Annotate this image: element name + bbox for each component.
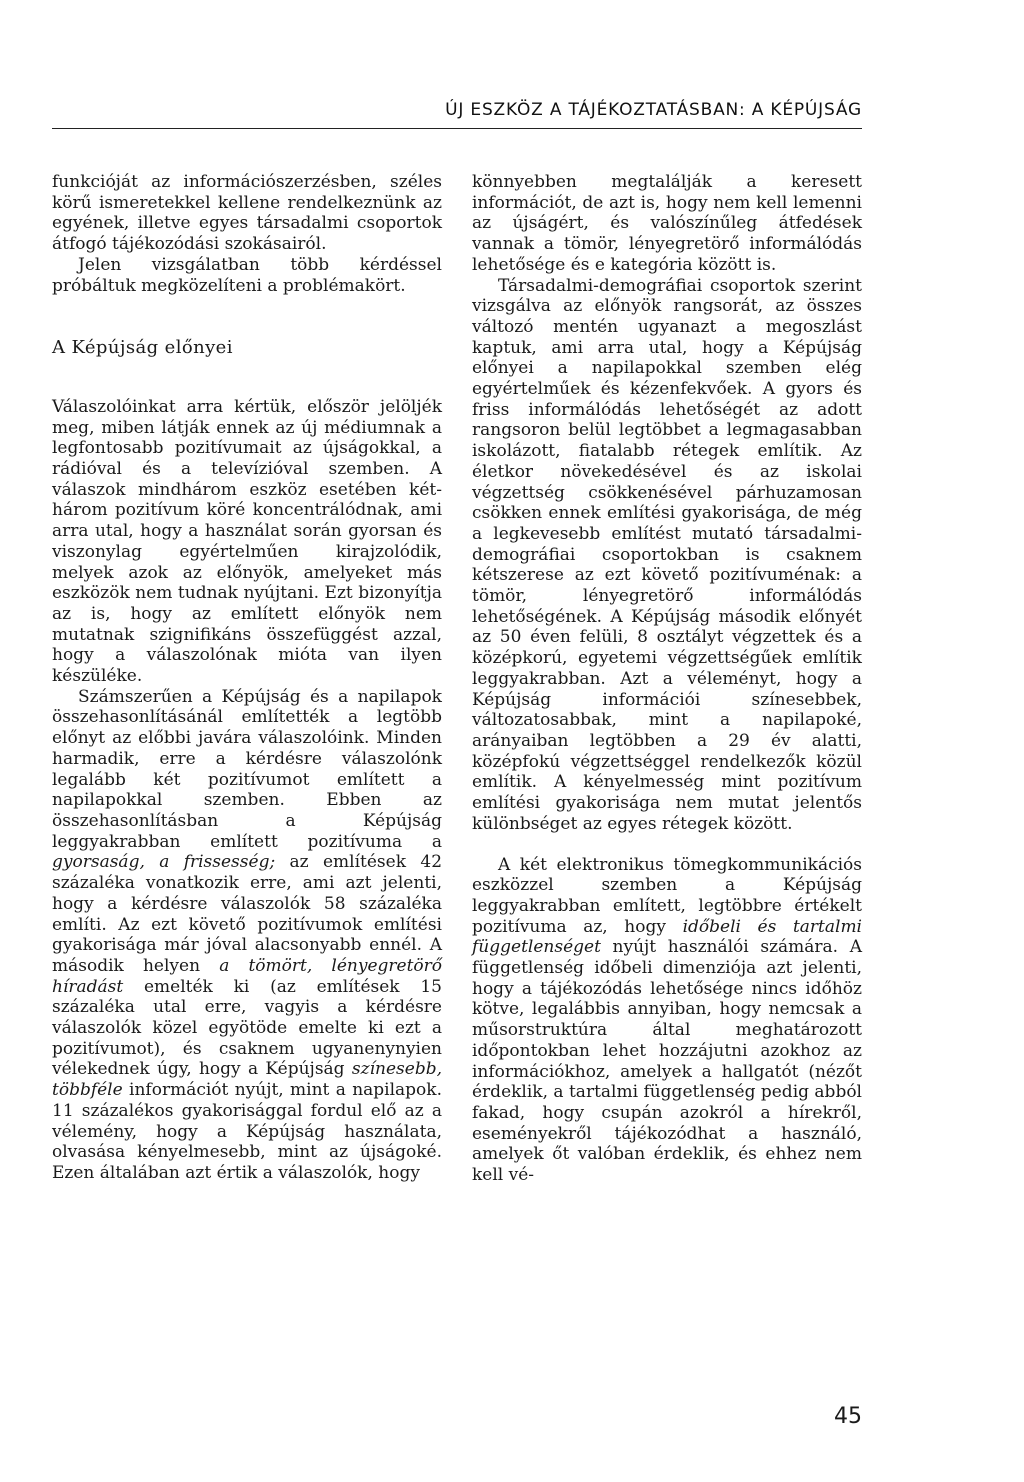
emphasis: időbeli és tartalmi függetlenséget (472, 916, 862, 958)
left-column (52, 172, 442, 1184)
text-run: Számszerűen a Képújság és a napilapok összehasonlításánál említették a legtöbb előnyt az előbbi javára válaszolóink. Minden harmadik, erre a kérdésre válaszolónk legalább két pozitívumot említett a napilapokkal szemben. Ebben az összehasonlításban a Képújság leggyakrabban említett pozitívuma a (52, 686, 442, 852)
paragraph: könnyebben megtalálják a keresett információt, de azt is, hogy nem kell lemenni az újságért, és valószínűleg átfedések vannak a tömör, lényegretörő informálódás lehetősége és e kategória között is. (472, 172, 862, 275)
emphasis: gyorsaság, a frissesség; (52, 852, 276, 873)
text-run: az említések 42 százaléka vonatkozik erre, ami azt jelenti, hogy a kérdésre válaszolók 58 százaléka említi. Az ezt követő pozitívumok említési gyakorisága már jóval alacsonyabb ennél. A második helyen (52, 852, 443, 976)
section-heading: A Képújság előnyei (52, 337, 233, 359)
paragraph: funkcióját az információszerzésben, széles körű ismeretekkel kellene rendelkeznünk az egyének, illetve egyes társadalmi csoportok átfogó tájékozódási szokásairól. (52, 172, 442, 255)
paragraph: Jelen vizsgálatban több kérdéssel próbáltuk megközelíteni a problémakört. (52, 254, 442, 296)
text-run: A két elektronikus tömegkommunikációs eszközzel szemben a Képújság leggyakrabban említett, legtöbbre értékelt pozitívuma az, hogy (472, 854, 862, 937)
emphasis: színesebb, többféle (52, 1059, 442, 1101)
paragraph (472, 855, 862, 1186)
paragraph: Társadalmi-demográfiai csoportok szerint vizsgálva az előnyök rangsorát, az összes változó mentén ugyanazt a megoszlást kaptuk, ami arra utal, hogy a Képújság előnyei a napilapokkal szemben elég egyértelműek és kézenfekvőek. A gyors és friss informálódás lehetőségét az adott rangsoron belül legtöbbet a legmagasabban iskolázott, fiatalabb rétegek említik. Az életkor növekedésével és az iskolai végzettség csökkenésével párhuzamosan csökken ennek említési gyakorisága, de még a legkevesebb említést mutató társadalmi-demográfiai csoportokban is csaknem kétszerese az ezt követő pozitívuménak: a tömör, lényegretörő informálódás lehetőségének. A Képújság második előnyét az 50 éven felüli, 8 osztályt végzettek és a középkorú, egyetemi végzettségűek említik leggyakrabban. Azt a véleményt, hogy a Képújság információi színesebbek, változatosabbak, mint a napilapoké, arányaiban legtöbben a 29 év alatti, középfokú végzettséggel rendelkezők közül említik. A kényelmesség mint pozitívum említési gyakorisága nem mutat jelentős különbséget az egyes rétegek között. (472, 275, 862, 834)
running-head: ÚJ ESZKÖZ A TÁJÉKOZTATÁSBAN: A KÉPÚJSÁG (445, 100, 862, 120)
text-run: emelték ki (az említések 15 százaléka utal erre, vagyis a kérdésre válaszolók közel egyötöde emelte ki ezt a pozitívumot), és csaknem ugyanenynyien vélekednek úgy, hogy a Képújság (52, 976, 442, 1080)
text-run: nyújt használói számára. A függetlenség időbeli dimenziója azt jelenti, hogy a tájékozódás lehetősége nincs időhöz kötve, legalábbis annyiban, hogy nemcsak a műsorstruktúra által meghatározott időpontokban lehet hozzájutni azokhoz az információkhoz, amelyek a hallgatót (nézőt érdeklik, a tartalmi függetlenség pedig abból fakad, hogy csupán azokról a hírekről, eseményekről tájékozódhat a használó, amelyek őt valóban érdeklik, és ehhez nem kell vé- (472, 937, 862, 1186)
right-column (472, 172, 862, 1186)
emphasis: a tömört, lényegretörő híradást (52, 955, 442, 997)
header-rule (52, 128, 862, 129)
text-run: információt nyújt, mint a napilapok. 11 százalékos gyakorisággal fordul elő az a vélemény, hogy a Képújság használata, olvasása kényelmesebb, mint az újságoké. Ezen általában azt értik a válaszolók, hogy (52, 1080, 442, 1183)
paragraph (52, 687, 442, 1184)
paragraph: Válaszolóinkat arra kértük, először jelöljék meg, miben látják ennek az új médiumnak a legfontosabb pozitívumait az újságokkal, a rádióval és a televízióval szemben. A válaszok mindhárom eszköz esetében két-három pozitívum köré koncentrálódnak, ami arra utal, hogy a használat során gyorsan és viszonylag egyértelműen kirajzolódik, melyek azok az előnyök, amelyeket más eszközök nem tudnak nyújtani. Ezt bizonyítja az is, hogy az említett előnyök nem mutatnak szignifikáns összefüggést azzal, hogy a válaszolónak mióta van ilyen készüléke. (52, 396, 442, 687)
page-number: 45 (834, 1404, 862, 1429)
